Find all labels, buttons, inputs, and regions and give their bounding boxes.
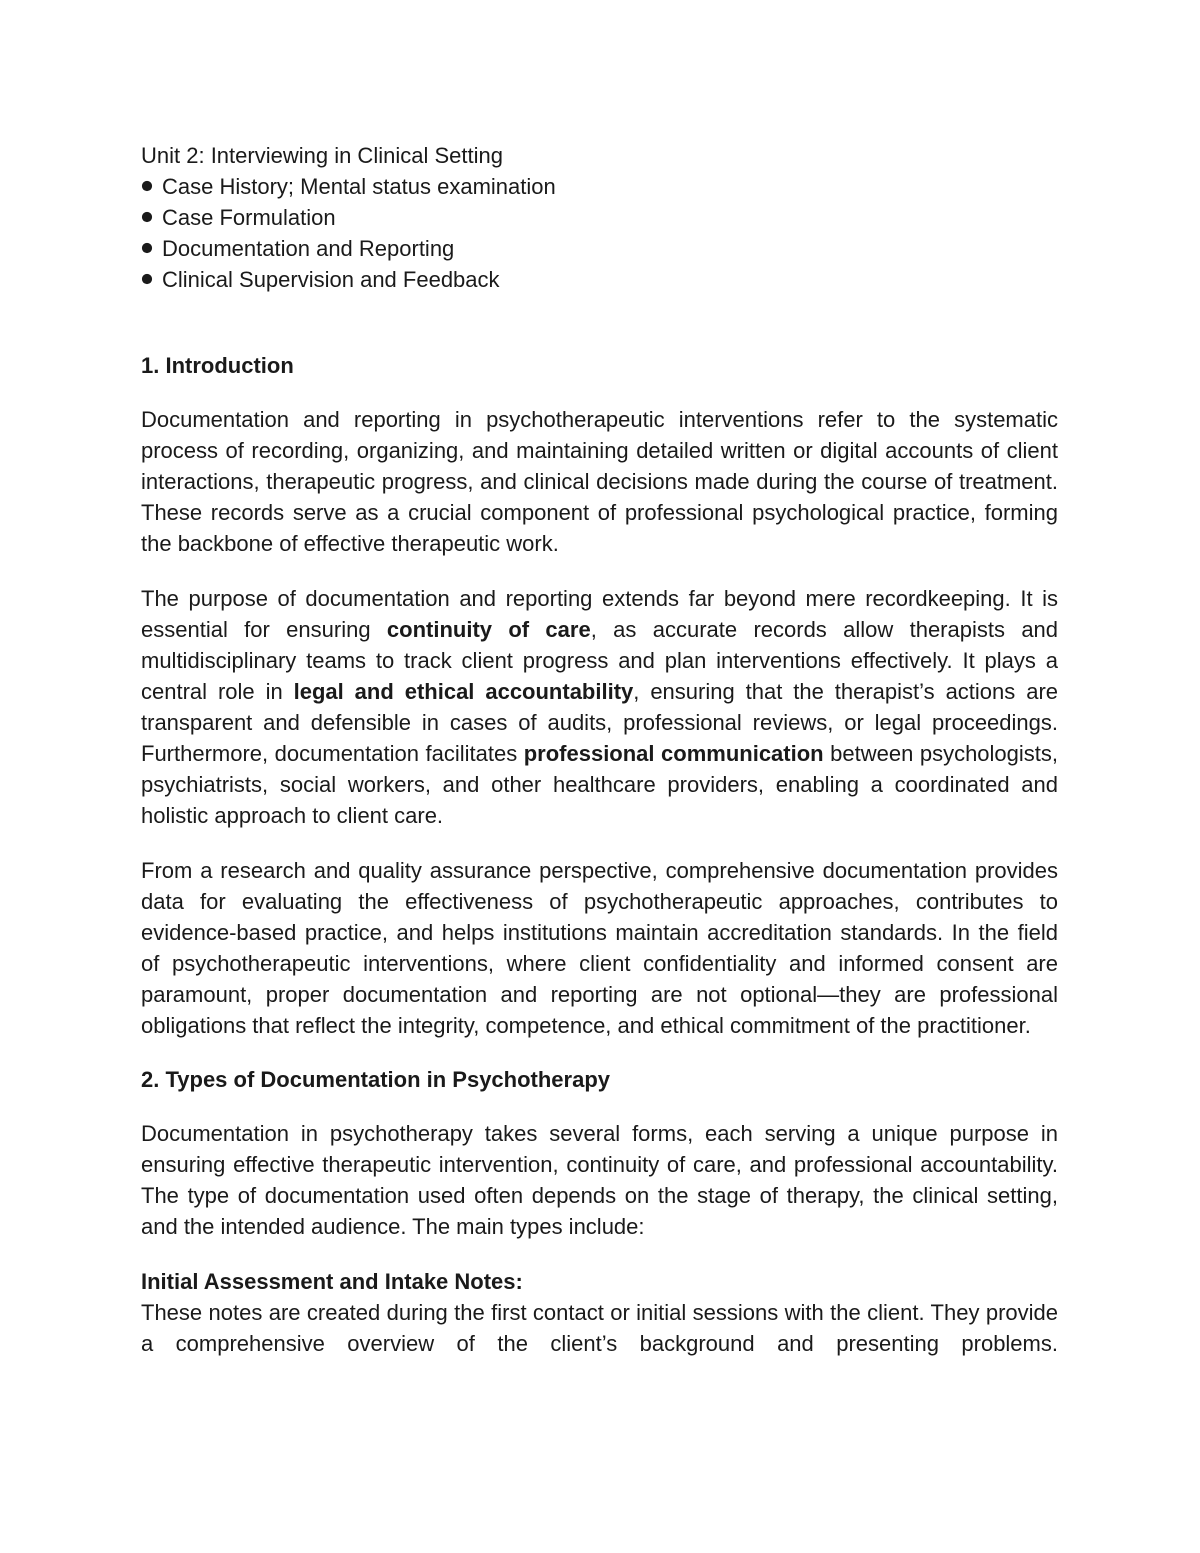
topic-item xyxy=(141,264,1058,295)
bullet-icon xyxy=(142,243,152,253)
intro-paragraph-1: Documentation and reporting in psychotherapeutic interventions refer to the systematic process of recording, organizing, and maintaining detailed written or digital accounts of client interactions, therapeutic progress, and clinical decisions made during the course of treatment. These records serve as a crucial component of professional psychological practice, forming the backbone of effective therapeutic work. xyxy=(141,407,1058,556)
types-paragraph-2: These notes are created during the first contact or initial sessions with the client. They provide a comprehensive overview of the client’s background and presenting problems. xyxy=(141,1300,1058,1356)
bullet-icon xyxy=(142,212,152,222)
text-run: , ensuring that the therapist’s actions are transparent and defensible in cases of audits, professional reviews, or legal proceedings. Furthermore, documentation facilitates xyxy=(141,679,1059,766)
text-run: , as accurate records allow therapists and multidisciplinary teams to track client progress and plan interventions effectively. It plays a central role in xyxy=(141,617,1059,704)
emphasis-professional-communication: professional communication xyxy=(523,741,824,766)
topic-item xyxy=(141,233,1058,264)
text-run: The purpose of documentation and reporting extends far beyond mere recordkeeping. It is essential for ensuring xyxy=(141,586,1058,642)
topic-label: Documentation and Reporting xyxy=(162,236,455,261)
document-page xyxy=(141,140,1058,1359)
unit-title: Unit 2: Interviewing in Clinical Setting xyxy=(141,143,503,168)
emphasis-legal-ethical-accountability: legal and ethical accountability xyxy=(293,679,634,704)
section-heading-types: 2. Types of Documentation in Psychotherapy xyxy=(141,1067,611,1092)
section-heading-introduction: 1. Introduction xyxy=(141,353,294,378)
topic-label: Case Formulation xyxy=(162,205,336,230)
topic-item xyxy=(141,171,1058,202)
subheading-initial-assessment: Initial Assessment and Intake Notes: xyxy=(141,1269,523,1294)
topic-label: Case History; Mental status examination xyxy=(162,174,556,199)
topic-list xyxy=(141,171,1058,295)
types-paragraph-1: Documentation in psychotherapy takes several forms, each serving a unique purpose in ensuring effective therapeutic intervention, continuity of care, and professional accountability. The type of documentation used often depends on the stage of therapy, the clinical setting, and the intended audience. The main types include: xyxy=(141,1121,1058,1239)
topic-item xyxy=(141,202,1058,233)
intro-paragraph-2 xyxy=(141,583,1058,831)
topic-label: Clinical Supervision and Feedback xyxy=(162,267,500,292)
bullet-icon xyxy=(142,181,152,191)
bullet-icon xyxy=(142,274,152,284)
emphasis-continuity-of-care: continuity of care xyxy=(386,617,591,642)
intro-paragraph-3: From a research and quality assurance perspective, comprehensive documentation provides data for evaluating the effectiveness of psychotherapeutic approaches, contributes to evidence-based practice, and helps institutions maintain accreditation standards. In the field of psychotherapeutic interventions, where client confidentiality and informed consent are paramount, proper documentation and reporting are not optional—they are professional obligations that reflect the integrity, competence, and ethical commitment of the practitioner. xyxy=(141,858,1058,1038)
text-run: between psychologists, psychiatrists, social workers, and other healthcare providers, enabling a coordinated and holistic approach to client care. xyxy=(141,741,1059,828)
